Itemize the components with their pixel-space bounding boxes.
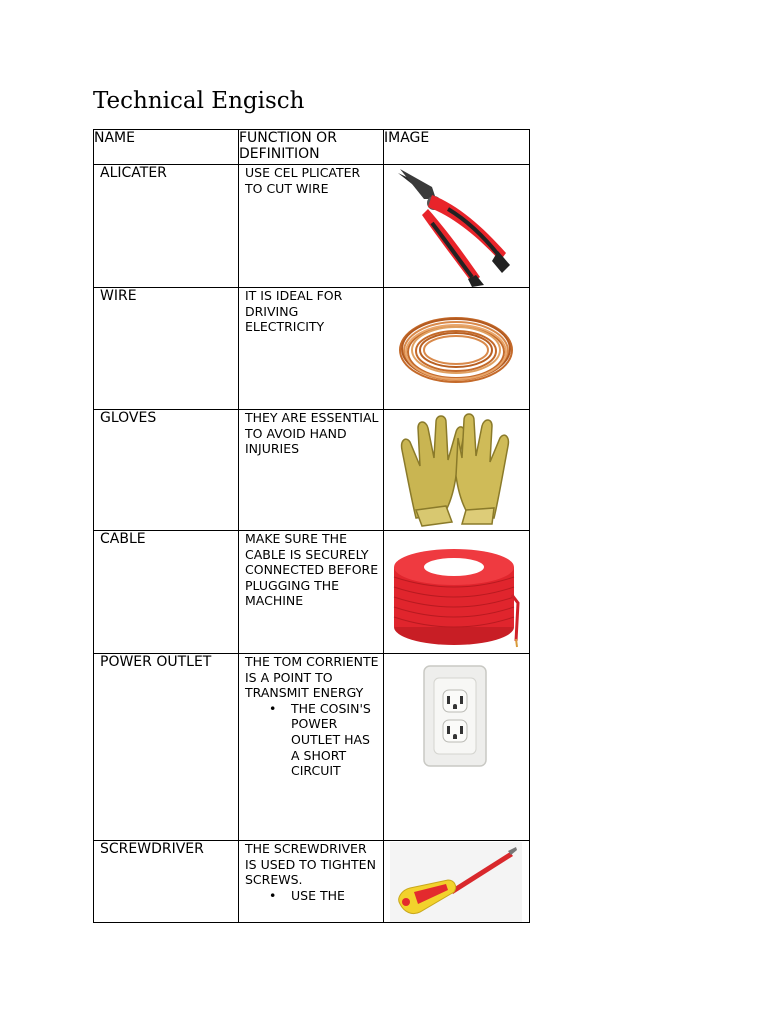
row-function	[239, 654, 384, 841]
row-function-text: THE TOM CORRIENTE IS A POINT TO TRANSMIT ENERGY	[245, 654, 379, 701]
document-title: Technical Engisch	[93, 88, 305, 114]
row-function-text: IT IS IDEAL FOR DRIVING ELECTRICITY	[245, 288, 343, 335]
row-image	[384, 654, 530, 841]
table-row	[94, 841, 530, 923]
row-function	[239, 531, 384, 654]
row-image	[384, 531, 530, 654]
table-row	[94, 531, 530, 654]
tools-table	[93, 129, 530, 923]
pliers-icon	[388, 165, 518, 288]
bullet-item: • THE COSIN'S POWER OUTLET HAS A SHORT CIRCUIT	[291, 701, 379, 779]
power-outlet-icon	[390, 656, 520, 776]
bullet-item: • USE THE	[291, 888, 379, 904]
row-image	[384, 288, 530, 410]
row-image	[384, 841, 530, 923]
row-function-text: THE SCREWDRIVER IS USED TO TIGHTEN SCREWS.	[245, 841, 376, 888]
row-function	[239, 410, 384, 531]
header-name: NAME	[94, 130, 239, 165]
row-name: ALICATER	[94, 165, 239, 288]
leather-gloves-icon	[390, 410, 520, 531]
row-function-text: MAKE SURE THE CABLE IS SECURELY CONNECTED BEFORE PLUGGING THE MACHINE	[245, 531, 379, 609]
table-header-row	[94, 130, 530, 165]
screwdriver-icon	[390, 842, 522, 922]
table-row	[94, 654, 530, 841]
row-name: CABLE	[94, 531, 239, 654]
row-name: POWER OUTLET	[94, 654, 239, 841]
row-function-text: THEY ARE ESSENTIAL TO AVOID HAND INJURIES	[245, 410, 379, 457]
header-image: IMAGE	[384, 130, 530, 165]
header-function: FUNCTION OR DEFINITION	[239, 130, 384, 165]
row-function	[239, 288, 384, 410]
row-image	[384, 410, 530, 531]
row-name: SCREWDRIVER	[94, 841, 239, 923]
table-row	[94, 165, 530, 288]
row-function-bullets	[245, 888, 379, 904]
row-function	[239, 841, 384, 923]
row-function-text: USE CEL PLICATER TO CUT WIRE	[245, 165, 361, 196]
row-name: WIRE	[94, 288, 239, 410]
row-name: GLOVES	[94, 410, 239, 531]
row-function	[239, 165, 384, 288]
row-image	[384, 165, 530, 288]
red-cable-coil-icon	[390, 531, 524, 654]
table-row	[94, 288, 530, 410]
copper-wire-coil-icon	[392, 288, 522, 410]
row-function-bullets	[245, 701, 379, 779]
table-row	[94, 410, 530, 531]
